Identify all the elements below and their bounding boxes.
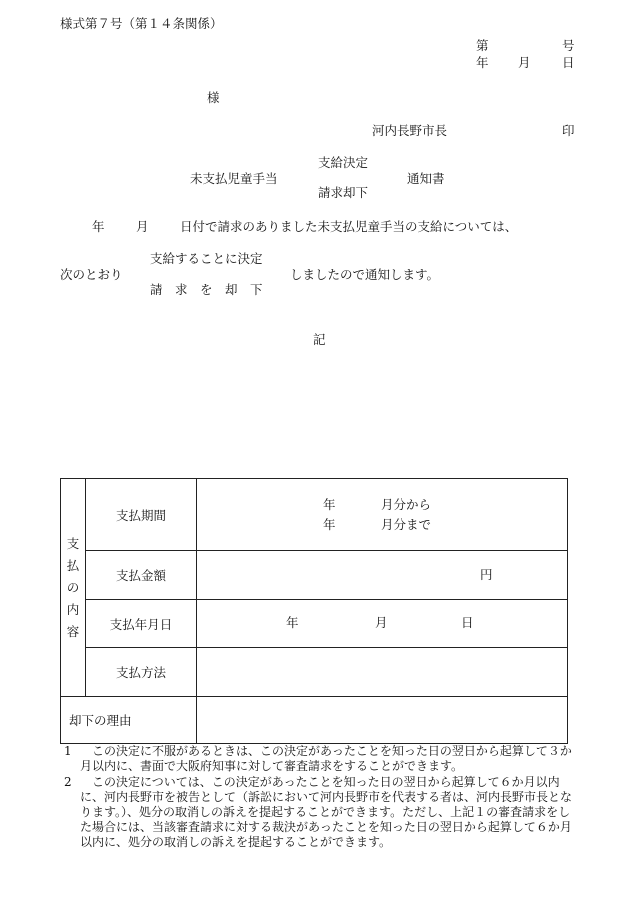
title-subject: 未支払児童手当 (190, 171, 278, 186)
reject-reason-value (197, 697, 568, 744)
date-year: 年 (476, 55, 489, 70)
payment-section-label: 支 払 の 内 容 (61, 479, 86, 697)
title-option-decide: 支給決定 (318, 155, 369, 170)
amount-value: 円 (197, 551, 568, 600)
period-label: 支払期間 (86, 479, 197, 551)
method-label: 支払方法 (86, 648, 197, 697)
addressee-honorific: 様 (207, 90, 220, 105)
method-value (197, 648, 568, 697)
date-day: 日 (562, 55, 575, 70)
payment-details-table (60, 478, 568, 744)
body-option-reject: 請 求 を 却 下 (150, 282, 263, 297)
body-month: 月 (136, 219, 149, 234)
date-value: 年 月 日 (197, 600, 568, 648)
seal-mark: 印 (562, 123, 575, 138)
title-suffix: 通知書 (407, 171, 445, 186)
doc-number-suffix: 号 (562, 38, 575, 53)
body-year: 年 (92, 219, 105, 234)
body-line2-suffix: しましたので通知します。 (290, 267, 440, 282)
note-item: 2 この決定については、この決定があったことを知った日の翌日から起算して６か月以内に、河内長野市を被告として（訴訟において河内長野市を代表する者は、河内長野市長となります。）、処分の取消しの訴えを提起することができます。ただし、上記１の審査請求をした場合には、当該審査請求に対する裁決があったことを知った日の翌日から起算して６か月以内に、処分の取消しの訴えを提起することができます。 (64, 775, 573, 849)
date-label: 支払年月日 (86, 600, 197, 648)
reject-reason-label: 却下の理由 (61, 697, 197, 744)
note-item: 1 この決定に不服があるときは、この決定があったことを知った日の翌日から起算して３か月以内に、書面で大阪府知事に対して審査請求をすることができます。 (64, 744, 572, 773)
body-option-pay: 支給することに決定 (150, 251, 263, 266)
amount-label: 支払金額 (86, 551, 197, 600)
title-option-reject: 請求却下 (318, 185, 369, 200)
date-month: 月 (518, 55, 531, 70)
doc-number-label: 第 (476, 38, 489, 53)
body-line1-text: 日付で請求のありました未支払児童手当の支給については、 (180, 219, 518, 234)
body-line2-prefix: 次のとおり (60, 267, 123, 282)
notes (60, 744, 580, 851)
period-value: 年 月分から 年 月分まで (197, 479, 568, 551)
ki-label: 記 (313, 332, 326, 347)
form-number: 様式第７号（第１４条関係） (60, 16, 223, 31)
sender-name: 河内長野市長 (372, 123, 448, 138)
